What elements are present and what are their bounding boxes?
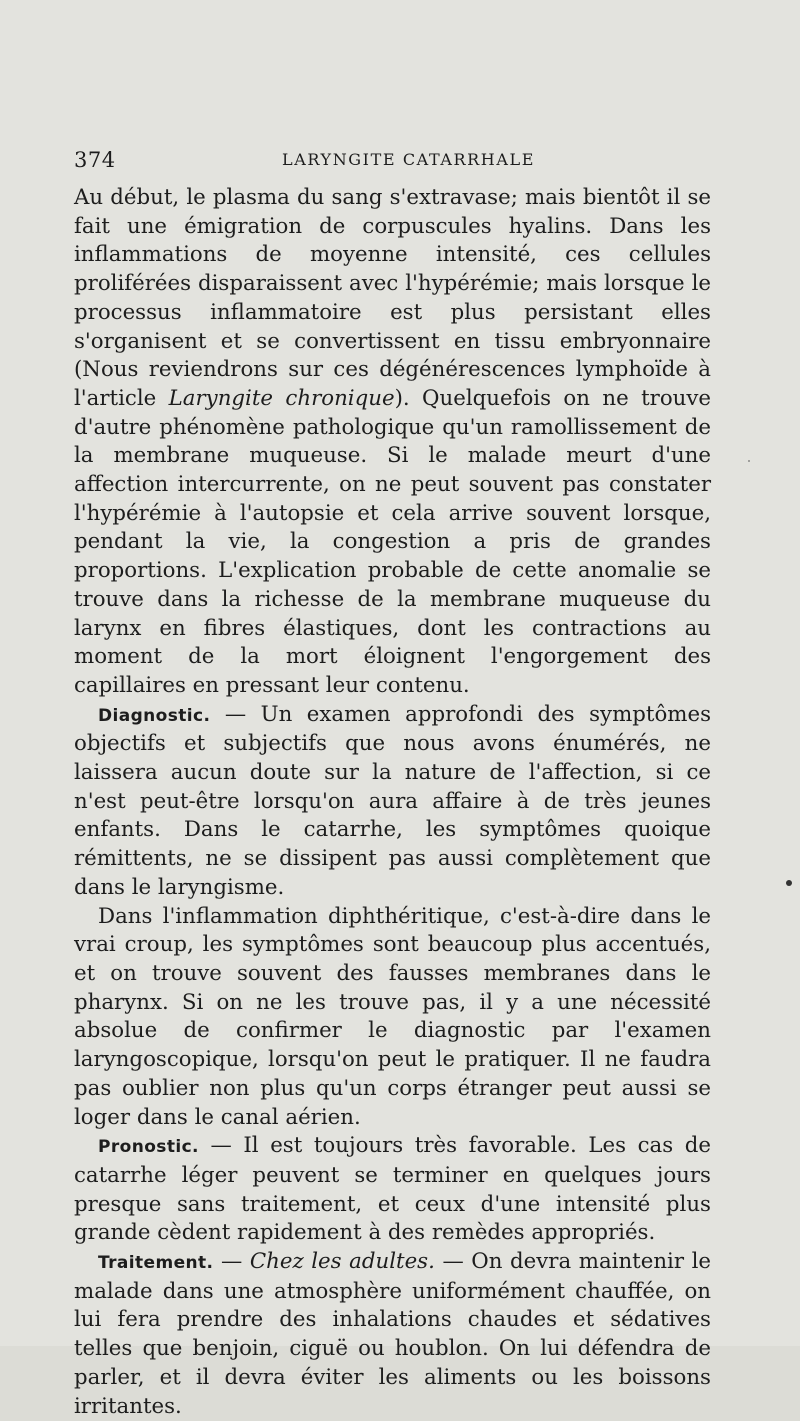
paragraph-text: — On devra maintenir le malade dans une atmosphère uniformément chauffée, on lui fera prendre des inhalations chaudes et sédatives telles que benjoin, ciguë ou houblon. On lui défendra de parler, et il devra éviter les aliments ou les boissons irritantes.	[74, 1249, 712, 1419]
paragraph-text: ). Quelquefois on ne trouve d'autre phénomène pathologique qu'un ramollissement de la membrane muqueuse. Si le malade meurt d'une affection intercurrente, on ne peut souvent pas constater l'hypérémie à l'autopsie et cela arrive souvent lorsque, pendant la vie, la congestion a pris de grandes proportions. L'explication probable de cette anomalie se trouve dans la richesse de la membrane muqueuse du larynx en fibres élastiques, dont les contractions au moment de la mort éloignent l'engorgement des capillaires en pressant leur contenu.	[74, 385, 711, 698]
section-heading-pronostic: Pronostic.	[98, 1137, 199, 1158]
ink-speck	[748, 460, 750, 462]
paragraph-text: Dans l'inflammation diphthéritique, c'est-à-dire dans le vrai croup, les symptômes sont beaucoup plus accentués, et on trouve souvent des fausses membranes dans le pharynx. Si on ne les trouve pas, il y a une nécessité absolue de confirmer le diagnostic par l'examen laryngoscopique, lorsqu'on peut le pratiquer. Il ne faudra pas oublier non plus qu'un corps étranger peut aussi se loger dans le canal aérien.	[74, 903, 711, 1130]
ink-speck	[786, 880, 792, 886]
heading-dash: —	[213, 1249, 250, 1275]
section-heading-diagnostic: Diagnostic.	[98, 705, 211, 726]
paragraph-text: Au début, le plasma du sang s'extravase; mais bientôt il se fait une émigration de corpuscules hyalins. Dans les inflammations de moyenne intensité, ces cellules proliférées disparaissent avec l'hypérémie; mais lorsque le processus inflammatoire est plus persistant elles s'organisent et se convertissent en tissu embryonnaire (Nous reviendrons sur ces dégénérescences lymphoïde à l'article	[74, 185, 711, 411]
article-reference: Laryngite chronique	[168, 385, 395, 411]
paragraph-diagnostic	[74, 701, 711, 903]
paragraph-diphtheria	[74, 903, 711, 1133]
paragraph-anatomy	[74, 184, 711, 701]
paragraph-traitement	[74, 1248, 711, 1421]
paragraph-pronostic	[74, 1132, 711, 1248]
page-header	[74, 148, 712, 178]
running-title: LARYNGITE CATARRHALE	[282, 150, 536, 169]
paragraph-text: — Un examen approfondi des symptômes objectifs et subjectifs que nous avons énumérés, ne laissera aucun doute sur la nature de l'affection, si ce n'est peut-être lorsqu'on aura affaire à de très jeunes enfants. Dans le catarrhe, les symptômes quoique rémittents, ne se dissipent pas aussi complètement que dans le laryngisme.	[74, 701, 711, 900]
body-text	[74, 184, 711, 1421]
paragraph-text: — Il est toujours très favorable. Les cas de catarrhe léger peuvent se terminer en quelques jours presque sans traitement, et ceux d'une intensité plus grande cèdent rapidement à des remèdes appropriés.	[74, 1133, 711, 1246]
section-heading-traitement: Traitement.	[98, 1253, 214, 1274]
page-number: 374	[74, 148, 116, 172]
subheading-adults: Chez les adultes.	[249, 1249, 435, 1275]
